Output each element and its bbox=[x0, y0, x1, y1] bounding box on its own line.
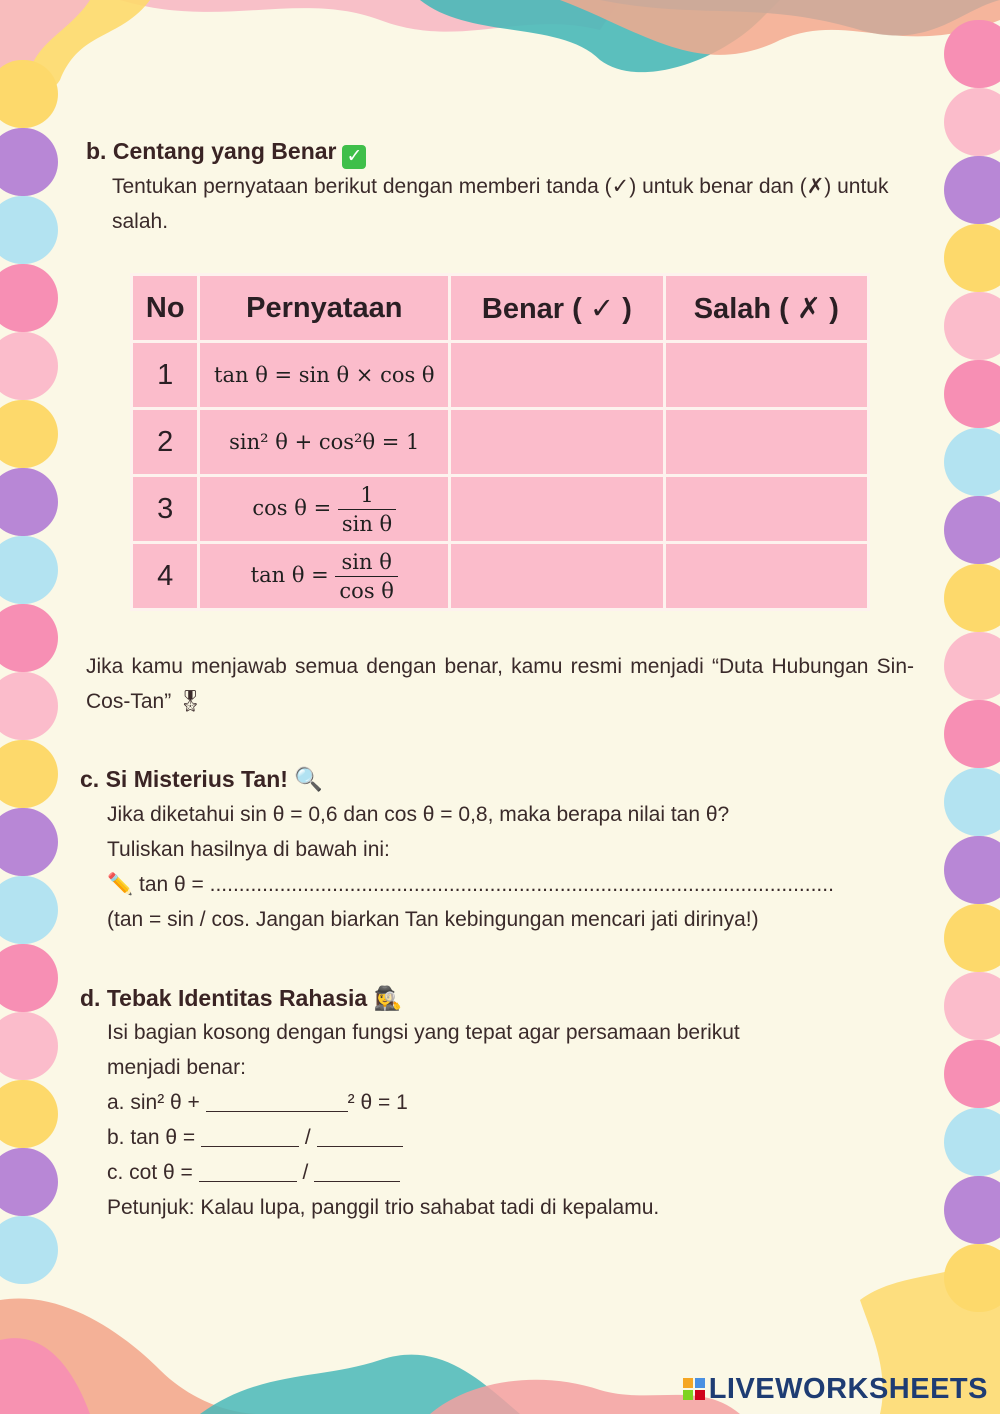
section-b-title: b. Centang yang Benar bbox=[86, 138, 337, 164]
blank-input-a[interactable] bbox=[206, 1089, 348, 1112]
section-b-instruction: Tentukan pernyataan berikut dengan memberi tanda (✓) untuk benar dan (✗) untuk salah. bbox=[112, 175, 889, 233]
numerator: 1 bbox=[338, 481, 396, 510]
fraction bbox=[338, 481, 396, 538]
table-row bbox=[132, 543, 869, 610]
true-answer-cell[interactable] bbox=[450, 476, 664, 543]
blank-input-c-denominator[interactable] bbox=[314, 1159, 400, 1182]
true-answer-cell[interactable] bbox=[450, 409, 664, 476]
equation-lhs: tan θ = bbox=[250, 562, 329, 587]
denominator: cos θ bbox=[339, 578, 394, 603]
section-d-instruction: Isi bagian kosong dengan fungsi yang tepat agar persamaan berikut bbox=[107, 1021, 740, 1044]
header-true: Benar ( ✓ ) bbox=[450, 275, 664, 342]
table-row bbox=[132, 409, 869, 476]
statement-cell bbox=[199, 476, 450, 543]
row-number: 4 bbox=[132, 543, 199, 610]
row-number: 1 bbox=[132, 342, 199, 409]
numerator: sin θ bbox=[335, 548, 398, 577]
item-a-suffix: ² θ = 1 bbox=[347, 1091, 408, 1114]
blank-input-c-numerator[interactable] bbox=[199, 1159, 297, 1182]
tan-answer-field[interactable]: ✏️ tan θ = ........................................................................................................... bbox=[107, 873, 834, 896]
identity-item-a bbox=[107, 1085, 408, 1120]
slash: / bbox=[302, 1161, 309, 1184]
header-false: Salah ( ✗ ) bbox=[664, 275, 868, 342]
section-b-heading bbox=[86, 138, 366, 169]
section-c-prompt: Tuliskan hasilnya di bawah ini: bbox=[107, 838, 390, 861]
false-answer-cell[interactable] bbox=[664, 476, 868, 543]
item-b-prefix: b. tan θ = bbox=[107, 1126, 201, 1149]
row-number: 3 bbox=[132, 476, 199, 543]
item-a-prefix: a. sin² θ + bbox=[107, 1091, 206, 1114]
statement-cell: tan θ = sin θ × cos θ bbox=[199, 342, 450, 409]
header-statement: Pernyataan bbox=[199, 275, 450, 342]
table-row bbox=[132, 476, 869, 543]
true-false-table bbox=[130, 273, 870, 611]
section-d-hint: Petunjuk: Kalau lupa, panggil trio sahabat tadi di kepalamu. bbox=[107, 1196, 660, 1219]
identity-item-b bbox=[107, 1120, 403, 1155]
false-answer-cell[interactable] bbox=[664, 409, 868, 476]
true-answer-cell[interactable] bbox=[450, 543, 664, 610]
section-c-heading: c. Si Misterius Tan! 🔍 bbox=[80, 766, 323, 792]
section-d-instruction-cont: menjadi benar: bbox=[107, 1056, 246, 1079]
section-c-hint: (tan = sin / cos. Jangan biarkan Tan kebingungan mencari jati dirinya!) bbox=[107, 908, 759, 931]
check-mark-icon: ✓ bbox=[342, 145, 366, 169]
statement-cell bbox=[199, 543, 450, 610]
equation-lhs: cos θ = bbox=[252, 495, 332, 520]
logo-text: LIVEWORKSHEETS bbox=[708, 1373, 988, 1405]
section-b-closing: Jika kamu menjawab semua dengan benar, kamu resmi menjadi “Duta Hubungan Sin-Cos-Tan” 🎖 bbox=[86, 655, 914, 713]
denominator: sin θ bbox=[341, 511, 393, 536]
slash: / bbox=[304, 1126, 311, 1149]
true-answer-cell[interactable] bbox=[450, 342, 664, 409]
statement-cell: sin² θ + cos²θ = 1 bbox=[199, 409, 450, 476]
table-row bbox=[132, 342, 869, 409]
logo-icon bbox=[683, 1378, 705, 1400]
blank-input-b-numerator[interactable] bbox=[201, 1124, 299, 1147]
identity-item-c bbox=[107, 1155, 400, 1190]
liveworksheets-logo[interactable] bbox=[683, 1373, 988, 1406]
false-answer-cell[interactable] bbox=[664, 543, 868, 610]
section-c-question: Jika diketahui sin θ = 0,6 dan cos θ = 0,8, maka berapa nilai tan θ? bbox=[107, 803, 730, 826]
false-answer-cell[interactable] bbox=[664, 342, 868, 409]
table-header-row bbox=[132, 275, 869, 342]
section-d-heading: d. Tebak Identitas Rahasia 🕵️‍♀️ bbox=[80, 985, 403, 1011]
blank-input-b-denominator[interactable] bbox=[317, 1124, 403, 1147]
header-no: No bbox=[132, 275, 199, 342]
fraction bbox=[335, 548, 398, 605]
row-number: 2 bbox=[132, 409, 199, 476]
item-c-prefix: c. cot θ = bbox=[107, 1161, 199, 1184]
